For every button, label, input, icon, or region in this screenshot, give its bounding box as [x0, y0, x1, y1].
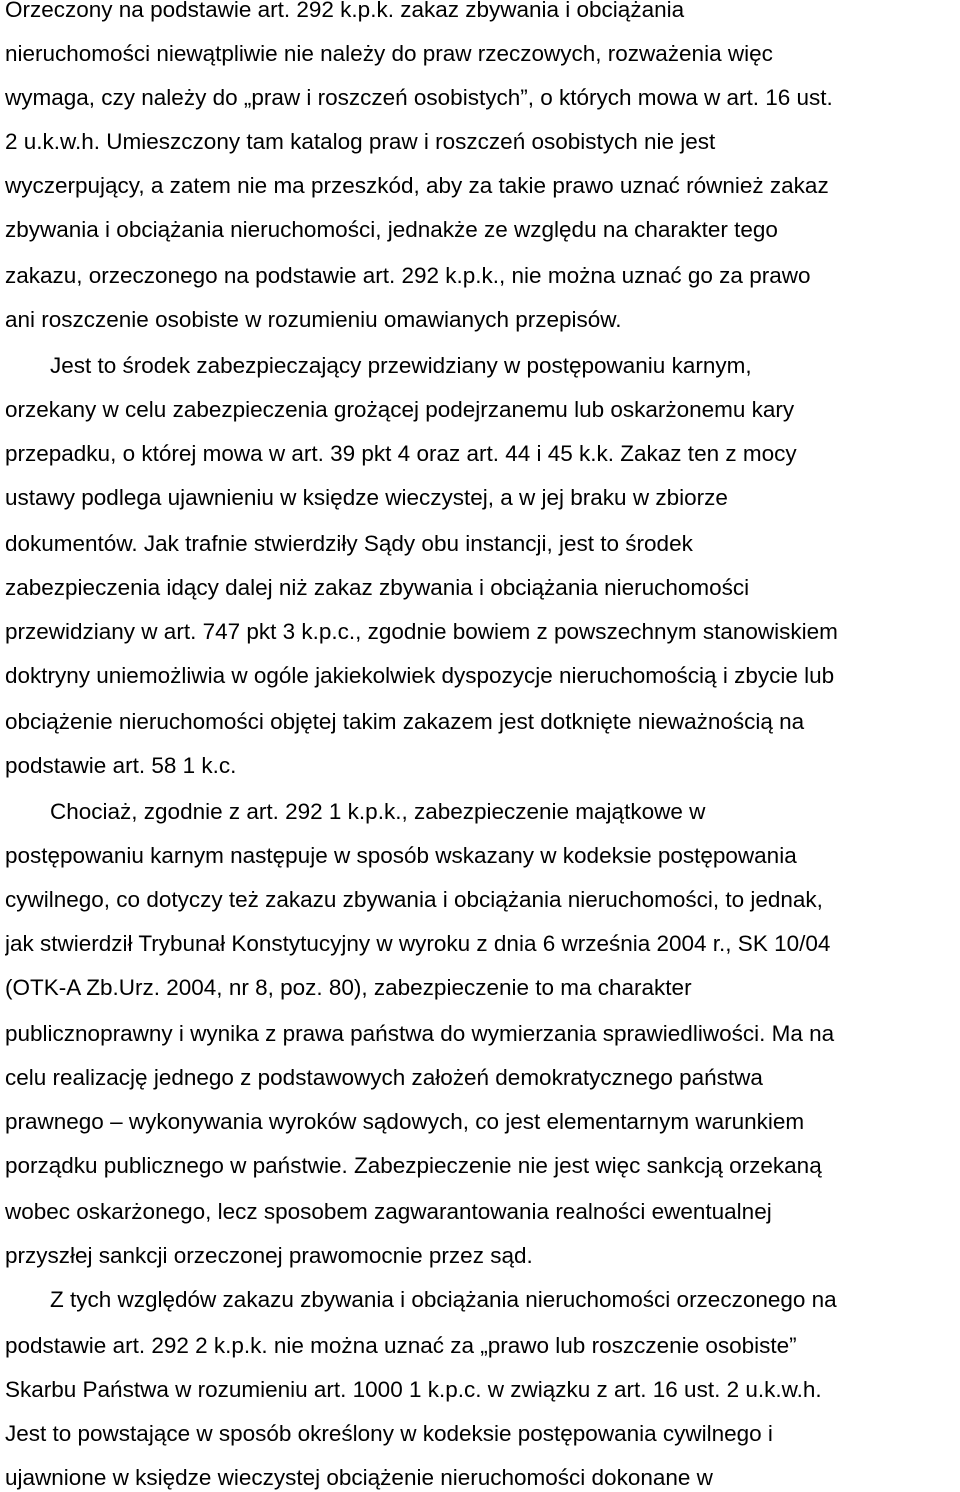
- text-line: doktryny uniemożliwia w ogóle jakiekolwiek dyspozycje nieruchomością i zbycie lub: [5, 663, 835, 688]
- text-line: 2 u.k.w.h. Umieszczony tam katalog praw i roszczeń osobistych nie jest: [5, 129, 716, 154]
- text-line: porządku publicznego w państwie. Zabezpieczenie nie jest więc sankcją orzekaną: [5, 1153, 822, 1178]
- text-line: dokumentów. Jak trafnie stwierdziły Sądy obu instancji, jest to środek: [5, 531, 693, 556]
- text-line: zakazu, orzeczonego na podstawie art. 292 k.p.k., nie można uznać go za prawo: [5, 263, 811, 288]
- text-line: ustawy podlega ujawnieniu w księdze wieczystej, a w jej braku w zbiorze: [5, 485, 728, 510]
- text-line: zbywania i obciążania nieruchomości, jednakże ze względu na charakter tego: [5, 217, 778, 242]
- paragraph-start-line: Chociaż, zgodnie z art. 292 1 k.p.k., zabezpieczenie majątkowe w: [50, 799, 706, 824]
- text-line: podstawie art. 292 2 k.p.k. nie można uznać za „prawo lub roszczenie osobiste”: [5, 1333, 797, 1358]
- text-line: Orzeczony na podstawie art. 292 k.p.k. zakaz zbywania i obciążania: [5, 0, 685, 22]
- text-line: przyszłej sankcji orzeczonej prawomocnie przez sąd.: [5, 1243, 533, 1268]
- text-line: nieruchomości niewątpliwie nie należy do praw rzeczowych, rozważenia więc: [5, 41, 773, 66]
- text-line: wymaga, czy należy do „praw i roszczeń osobistych”, o których mowa w art. 16 ust.: [5, 85, 833, 110]
- text-line: prawnego – wykonywania wyroków sądowych, co jest elementarnym warunkiem: [5, 1109, 805, 1134]
- text-line: (OTK-A Zb.Urz. 2004, nr 8, poz. 80), zabezpieczenie to ma charakter: [5, 975, 692, 1000]
- text-line: postępowaniu karnym następuje w sposób wskazany w kodeksie postępowania: [5, 843, 797, 868]
- text-line: cywilnego, co dotyczy też zakazu zbywania i obciążania nieruchomości, to jednak,: [5, 887, 823, 912]
- text-line: zabezpieczenia idący dalej niż zakaz zbywania i obciążania nieruchomości: [5, 575, 750, 600]
- text-line: wobec oskarżonego, lecz sposobem zagwarantowania realności ewentualnej: [5, 1199, 772, 1224]
- text-line: obciążenie nieruchomości objętej takim zakazem jest dotknięte nieważnością na: [5, 709, 805, 734]
- text-line: Skarbu Państwa w rozumieniu art. 1000 1 k.p.c. w związku z art. 16 ust. 2 u.k.w.h.: [5, 1377, 822, 1402]
- text-line: wyczerpujący, a zatem nie ma przeszkód, aby za takie prawo uznać również zakaz: [5, 173, 829, 198]
- text-line: publicznoprawny i wynika z prawa państwa do wymierzania sprawiedliwości. Ma na: [5, 1021, 835, 1046]
- text-line: przepadku, o której mowa w art. 39 pkt 4 oraz art. 44 i 45 k.k. Zakaz ten z mocy: [5, 441, 797, 466]
- text-line: podstawie art. 58 1 k.c.: [5, 753, 237, 778]
- paragraph-start-line: Jest to środek zabezpieczający przewidziany w postępowaniu karnym,: [50, 353, 752, 378]
- text-line: Jest to powstające w sposób określony w kodeksie postępowania cywilnego i: [5, 1421, 773, 1446]
- text-line: przewidziany w art. 747 pkt 3 k.p.c., zgodnie bowiem z powszechnym stanowiskiem: [5, 619, 838, 644]
- paragraph-start-line: Z tych względów zakazu zbywania i obciążania nieruchomości orzeczonego na: [50, 1287, 837, 1312]
- text-line: ujawnione w księdze wieczystej obciążenie nieruchomości dokonane w: [5, 1465, 713, 1490]
- text-line: jak stwierdził Trybunał Konstytucyjny w wyroku z dnia 6 września 2004 r., SK 10/04: [5, 931, 831, 956]
- text-line: ani roszczenie osobiste w rozumieniu omawianych przepisów.: [5, 307, 622, 332]
- text-line: celu realizację jednego z podstawowych założeń demokratycznego państwa: [5, 1065, 763, 1090]
- text-line: orzekany w celu zabezpieczenia grożącej podejrzanemu lub oskarżonemu kary: [5, 397, 795, 422]
